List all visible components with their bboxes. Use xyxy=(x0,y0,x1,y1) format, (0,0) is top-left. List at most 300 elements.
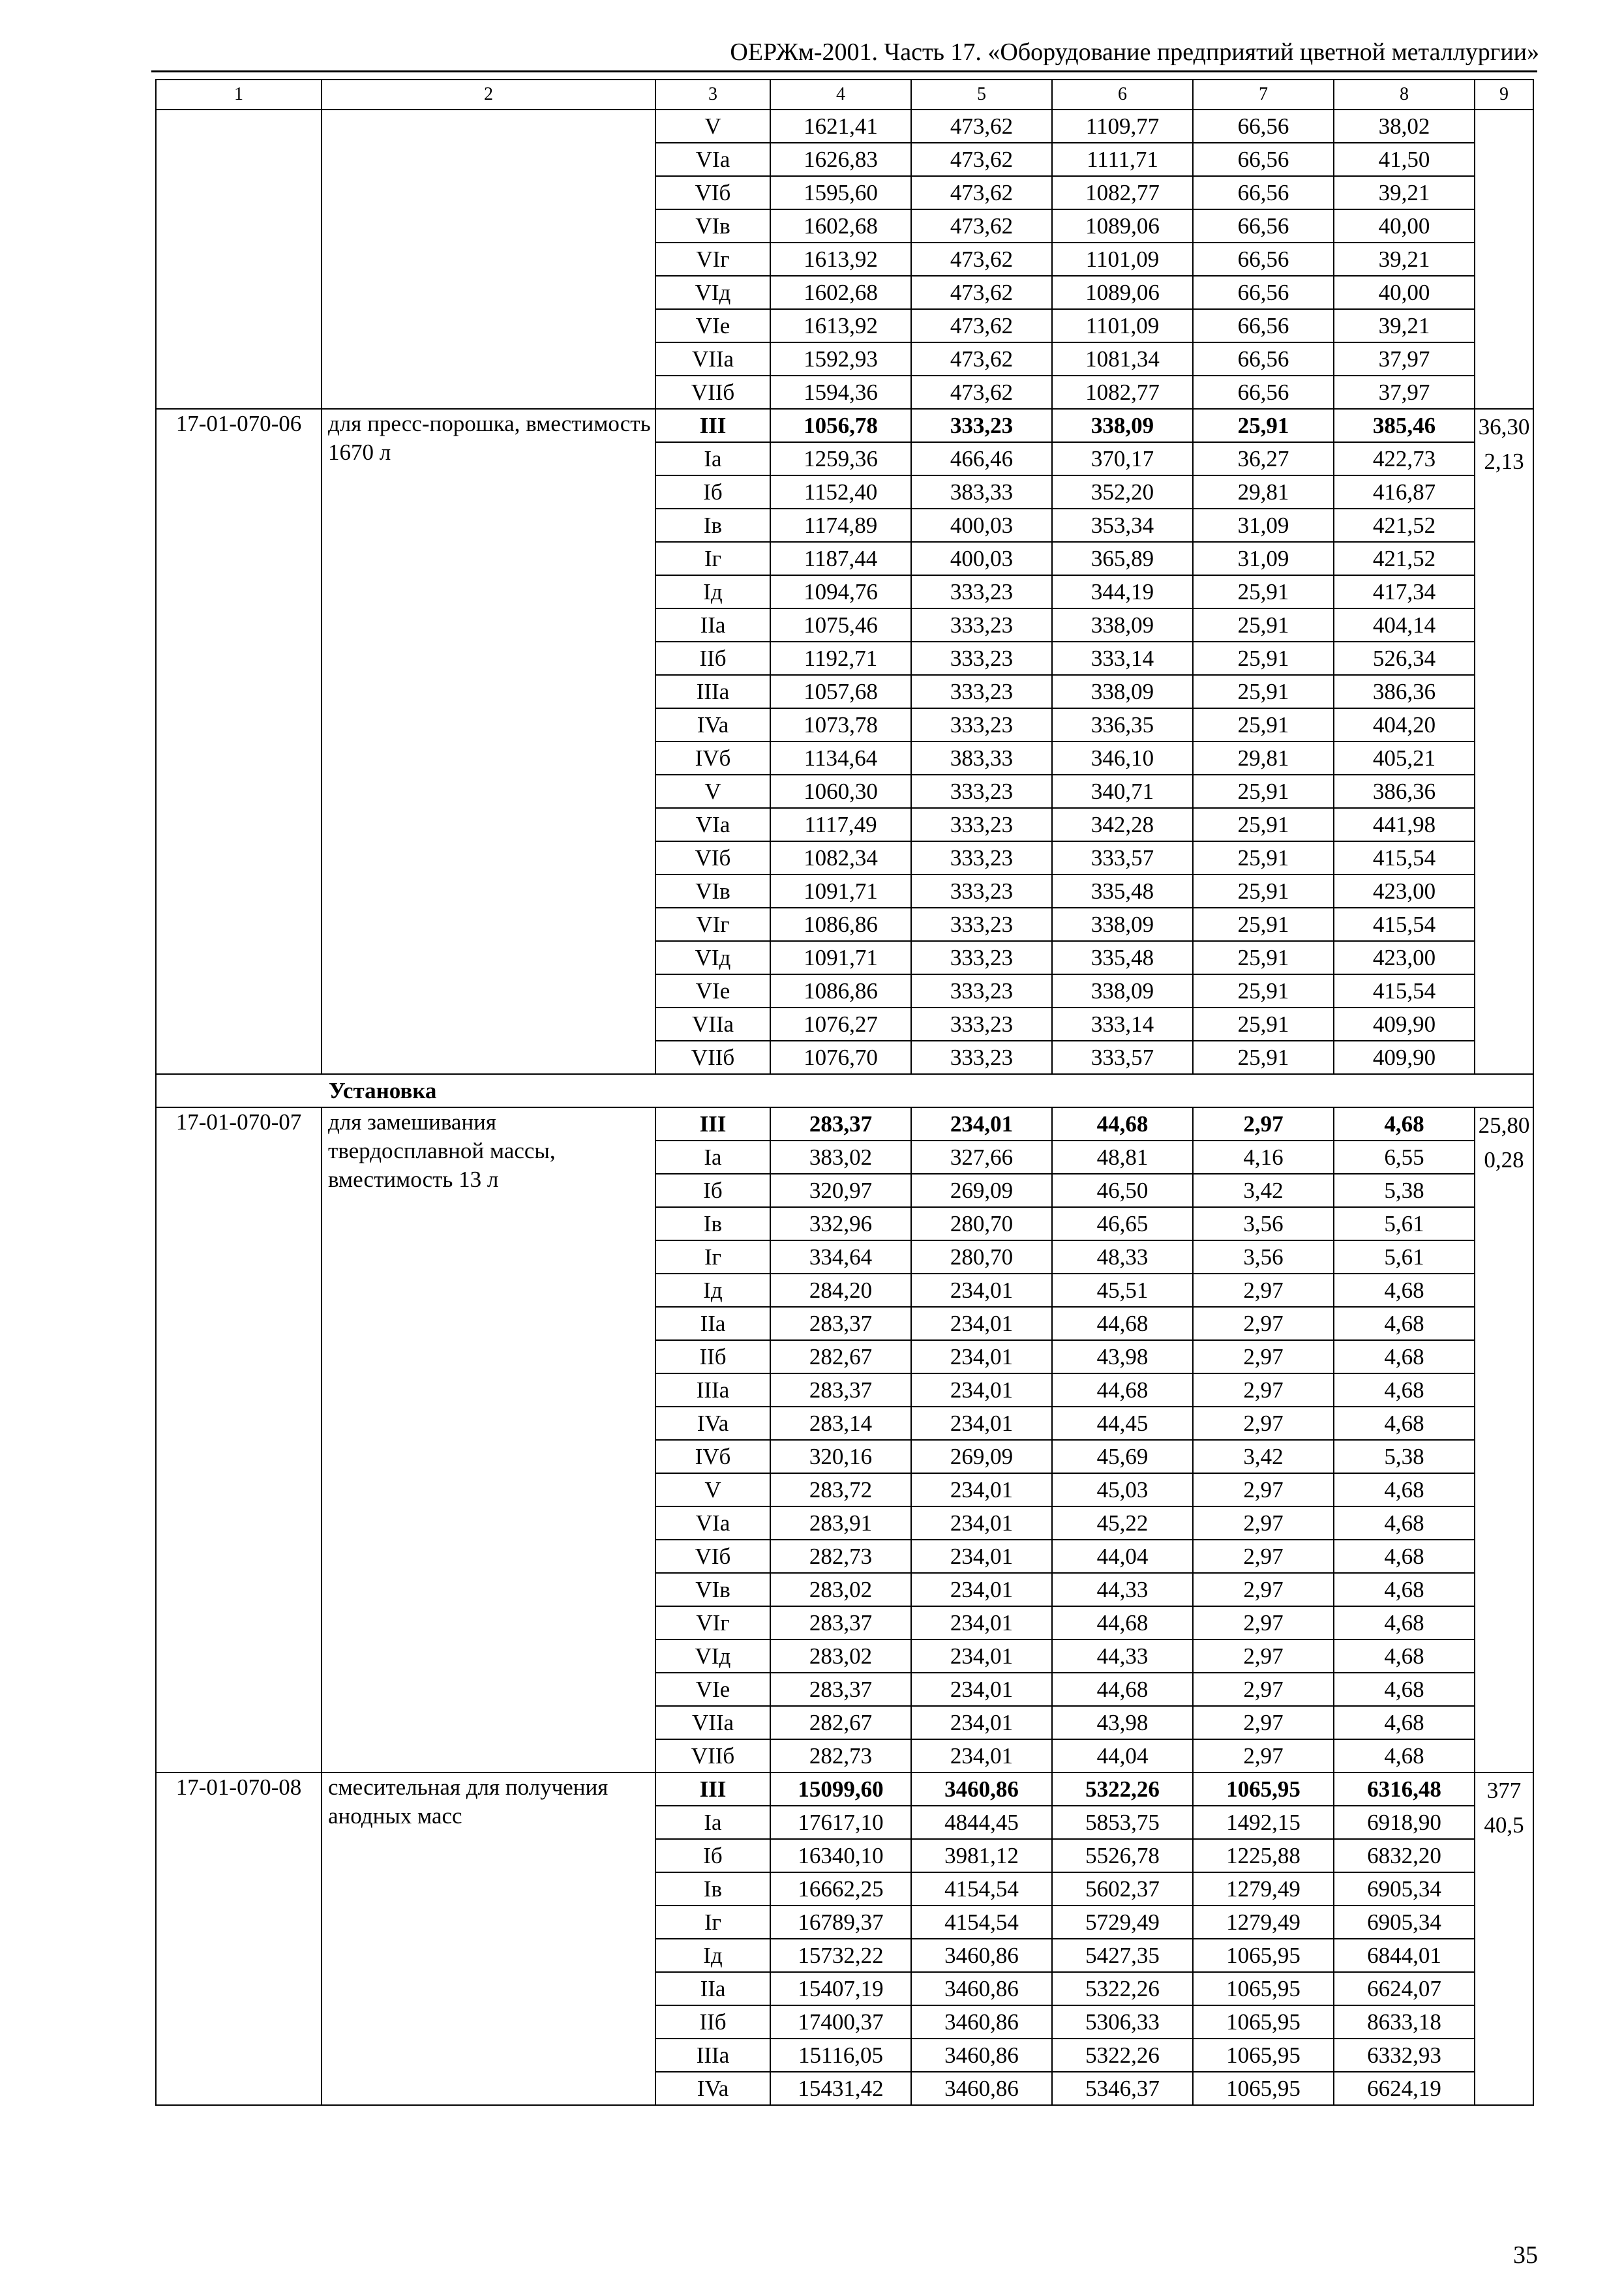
resource-class: IIIa xyxy=(655,675,770,708)
machinist-labor: 1065,95 xyxy=(1193,2005,1334,2039)
resource-class: IIб xyxy=(655,2005,770,2039)
machine-cost: 5306,33 xyxy=(1052,2005,1193,2039)
machine-cost: 1101,09 xyxy=(1052,243,1193,276)
material-cost: 37,97 xyxy=(1334,342,1475,376)
total-cost: 283,37 xyxy=(770,1373,911,1407)
material-cost: 4,68 xyxy=(1334,1573,1475,1606)
labor-cost: 383,33 xyxy=(911,475,1052,509)
rate-code: 17-01-070-07 xyxy=(156,1107,322,1773)
material-cost: 409,90 xyxy=(1334,1041,1475,1074)
machine-cost: 45,51 xyxy=(1052,1274,1193,1307)
labor-cost: 3460,86 xyxy=(911,2039,1052,2072)
material-cost: 39,21 xyxy=(1334,176,1475,209)
labor-cost: 234,01 xyxy=(911,1407,1052,1440)
resource-class: VIг xyxy=(655,908,770,941)
name-cell xyxy=(322,110,655,409)
total-cost: 15116,05 xyxy=(770,2039,911,2072)
materials-value: 2,13 xyxy=(1484,449,1524,474)
resource-class: VIIa xyxy=(655,1706,770,1739)
column-number: 8 xyxy=(1334,80,1475,110)
machine-cost: 5322,26 xyxy=(1052,2039,1193,2072)
resource-class: IIб xyxy=(655,1340,770,1373)
total-cost: 1613,92 xyxy=(770,309,911,342)
machinist-labor: 25,91 xyxy=(1193,908,1334,941)
machinist-labor: 2,97 xyxy=(1193,1506,1334,1540)
resource-class: VIIб xyxy=(655,376,770,409)
material-cost: 415,54 xyxy=(1334,908,1475,941)
machine-cost: 44,33 xyxy=(1052,1573,1193,1606)
resource-class: Iд xyxy=(655,1274,770,1307)
machinist-labor: 2,97 xyxy=(1193,1407,1334,1440)
resource-class: VIa xyxy=(655,1506,770,1540)
total-cost: 283,72 xyxy=(770,1473,911,1506)
labor-cost: 333,23 xyxy=(911,775,1052,808)
machinist-labor: 25,91 xyxy=(1193,1008,1334,1041)
total-cost: 15431,42 xyxy=(770,2072,911,2105)
material-cost: 39,21 xyxy=(1334,243,1475,276)
machinist-labor: 2,97 xyxy=(1193,1573,1334,1606)
section-title: Установка xyxy=(156,1074,1533,1107)
resource-class: VIг xyxy=(655,243,770,276)
machine-cost: 338,09 xyxy=(1052,675,1193,708)
total-cost: 282,67 xyxy=(770,1706,911,1739)
total-cost: 16340,10 xyxy=(770,1839,911,1872)
machinist-labor: 29,81 xyxy=(1193,741,1334,775)
material-cost: 385,46 xyxy=(1334,409,1475,442)
total-cost: 1152,40 xyxy=(770,475,911,509)
resource-class: VIб xyxy=(655,1540,770,1573)
machinist-labor: 25,91 xyxy=(1193,775,1334,808)
material-cost: 4,68 xyxy=(1334,1373,1475,1407)
material-cost: 386,36 xyxy=(1334,775,1475,808)
total-cost: 1086,86 xyxy=(770,974,911,1008)
machinist-labor: 66,56 xyxy=(1193,276,1334,309)
material-cost: 4,68 xyxy=(1334,1639,1475,1673)
resource-class: Iб xyxy=(655,1839,770,1872)
resource-class: Ia xyxy=(655,1141,770,1174)
total-cost: 282,67 xyxy=(770,1340,911,1373)
machinist-labor: 2,97 xyxy=(1193,1706,1334,1739)
machinist-labor: 3,56 xyxy=(1193,1240,1334,1274)
resource-class: Iг xyxy=(655,542,770,575)
material-cost: 423,00 xyxy=(1334,875,1475,908)
machinist-labor: 2,97 xyxy=(1193,1540,1334,1573)
labor-cost: 234,01 xyxy=(911,1373,1052,1407)
column-number: 9 xyxy=(1475,80,1533,110)
material-cost: 5,38 xyxy=(1334,1440,1475,1473)
column-number: 5 xyxy=(911,80,1052,110)
total-cost: 16662,25 xyxy=(770,1872,911,1906)
material-cost: 423,00 xyxy=(1334,941,1475,974)
total-cost: 16789,37 xyxy=(770,1906,911,1939)
labor-cost: 234,01 xyxy=(911,1639,1052,1673)
machinist-labor: 1065,95 xyxy=(1193,1939,1334,1972)
machinist-labor: 66,56 xyxy=(1193,110,1334,143)
labor-cost: 3460,86 xyxy=(911,1972,1052,2005)
labor-cost: 473,62 xyxy=(911,209,1052,243)
material-cost: 416,87 xyxy=(1334,475,1475,509)
resource-class: Iв xyxy=(655,509,770,542)
machine-cost: 340,71 xyxy=(1052,775,1193,808)
resource-class: V xyxy=(655,110,770,143)
labor-cost: 269,09 xyxy=(911,1440,1052,1473)
material-cost: 4,68 xyxy=(1334,1340,1475,1373)
labor-cost: 280,70 xyxy=(911,1240,1052,1274)
material-cost: 386,36 xyxy=(1334,675,1475,708)
material-cost: 4,68 xyxy=(1334,1473,1475,1506)
resource-class: IIa xyxy=(655,1972,770,2005)
resource-class: VIв xyxy=(655,1573,770,1606)
total-cost: 282,73 xyxy=(770,1540,911,1573)
machine-cost: 43,98 xyxy=(1052,1706,1193,1739)
resource-class: Ia xyxy=(655,442,770,475)
machinist-labor: 4,16 xyxy=(1193,1141,1334,1174)
material-cost: 6832,20 xyxy=(1334,1839,1475,1872)
machinist-labor: 3,42 xyxy=(1193,1174,1334,1207)
material-cost: 4,68 xyxy=(1334,1407,1475,1440)
machine-cost: 335,48 xyxy=(1052,941,1193,974)
machinist-labor: 1225,88 xyxy=(1193,1839,1334,1872)
material-cost: 404,20 xyxy=(1334,708,1475,741)
total-cost: 1082,34 xyxy=(770,841,911,875)
resource-class: Iб xyxy=(655,1174,770,1207)
machinist-labor: 2,97 xyxy=(1193,1473,1334,1506)
resource-class: IVa xyxy=(655,2072,770,2105)
labor-cost: 3460,86 xyxy=(911,2005,1052,2039)
total-cost: 283,14 xyxy=(770,1407,911,1440)
labor-cost: 400,03 xyxy=(911,542,1052,575)
total-cost: 1187,44 xyxy=(770,542,911,575)
machinist-labor: 1065,95 xyxy=(1193,1773,1334,1806)
labor-cost: 473,62 xyxy=(911,342,1052,376)
machine-cost: 5427,35 xyxy=(1052,1939,1193,1972)
machine-cost: 5729,49 xyxy=(1052,1906,1193,1939)
material-cost: 4,68 xyxy=(1334,1606,1475,1639)
column-number: 6 xyxy=(1052,80,1193,110)
material-cost: 422,73 xyxy=(1334,442,1475,475)
total-cost: 1174,89 xyxy=(770,509,911,542)
labor-cost: 234,01 xyxy=(911,1274,1052,1307)
resource-class: Iб xyxy=(655,475,770,509)
table-row xyxy=(156,1107,1533,1141)
labor-cost: 234,01 xyxy=(911,1473,1052,1506)
material-cost: 4,68 xyxy=(1334,1107,1475,1141)
total-cost: 1076,70 xyxy=(770,1041,911,1074)
total-cost: 334,64 xyxy=(770,1240,911,1274)
resource-class: IVa xyxy=(655,708,770,741)
machine-cost: 1089,06 xyxy=(1052,276,1193,309)
material-cost: 6905,34 xyxy=(1334,1872,1475,1906)
labor-cost: 383,33 xyxy=(911,741,1052,775)
machinist-labor: 66,56 xyxy=(1193,143,1334,176)
labor-cost: 234,01 xyxy=(911,1706,1052,1739)
machinist-labor: 1065,95 xyxy=(1193,2039,1334,2072)
machinist-labor: 25,91 xyxy=(1193,642,1334,675)
total-cost: 1613,92 xyxy=(770,243,911,276)
labor-cost: 3460,86 xyxy=(911,2072,1052,2105)
machinist-labor: 1279,49 xyxy=(1193,1906,1334,1939)
material-cost: 38,02 xyxy=(1334,110,1475,143)
total-cost: 1621,41 xyxy=(770,110,911,143)
material-cost: 6332,93 xyxy=(1334,2039,1475,2072)
materials-value: 25,80 xyxy=(1478,1113,1530,1138)
machine-cost: 365,89 xyxy=(1052,542,1193,575)
labor-cost: 473,62 xyxy=(911,276,1052,309)
machinist-labor: 66,56 xyxy=(1193,176,1334,209)
machine-cost: 1081,34 xyxy=(1052,342,1193,376)
header-rule xyxy=(151,70,1537,72)
total-cost: 1592,93 xyxy=(770,342,911,376)
labor-cost: 466,46 xyxy=(911,442,1052,475)
machinist-labor: 2,97 xyxy=(1193,1373,1334,1407)
labor-cost: 333,23 xyxy=(911,974,1052,1008)
machinist-labor: 1065,95 xyxy=(1193,1972,1334,2005)
machinist-labor: 2,97 xyxy=(1193,1739,1334,1773)
total-cost: 1594,36 xyxy=(770,376,911,409)
total-cost: 1595,60 xyxy=(770,176,911,209)
total-cost: 15732,22 xyxy=(770,1939,911,1972)
labor-cost: 333,23 xyxy=(911,808,1052,841)
labor-cost: 333,23 xyxy=(911,875,1052,908)
machinist-labor: 1279,49 xyxy=(1193,1872,1334,1906)
rate-code: 17-01-070-06 xyxy=(156,409,322,1074)
machine-cost: 44,33 xyxy=(1052,1639,1193,1673)
resource-class: VIв xyxy=(655,209,770,243)
labor-cost: 4154,54 xyxy=(911,1906,1052,1939)
resource-class: Iд xyxy=(655,1939,770,1972)
machine-cost: 44,68 xyxy=(1052,1373,1193,1407)
rate-name: смесительная для получения анодных масс xyxy=(322,1773,655,2105)
total-cost: 320,97 xyxy=(770,1174,911,1207)
machinist-labor: 2,97 xyxy=(1193,1673,1334,1706)
total-cost: 1259,36 xyxy=(770,442,911,475)
resource-class: IIIa xyxy=(655,1373,770,1407)
resource-class: Iв xyxy=(655,1207,770,1240)
machinist-labor: 25,91 xyxy=(1193,808,1334,841)
total-cost: 17617,10 xyxy=(770,1806,911,1839)
resource-class: Iг xyxy=(655,1240,770,1274)
labor-cost: 234,01 xyxy=(911,1573,1052,1606)
machine-cost: 45,03 xyxy=(1052,1473,1193,1506)
labor-cost: 333,23 xyxy=(911,575,1052,608)
machinist-labor: 1065,95 xyxy=(1193,2072,1334,2105)
labor-cost: 280,70 xyxy=(911,1207,1052,1240)
labor-cost: 269,09 xyxy=(911,1174,1052,1207)
total-cost: 1117,49 xyxy=(770,808,911,841)
machinist-labor: 31,09 xyxy=(1193,509,1334,542)
material-cost: 4,68 xyxy=(1334,1706,1475,1739)
machine-cost: 5526,78 xyxy=(1052,1839,1193,1872)
machinist-labor: 2,97 xyxy=(1193,1107,1334,1141)
rate-name: для замешивания твердосплавной массы, вместимость 13 л xyxy=(322,1107,655,1773)
labor-cost: 327,66 xyxy=(911,1141,1052,1174)
total-cost: 383,02 xyxy=(770,1141,911,1174)
resource-class: IVб xyxy=(655,1440,770,1473)
material-cost: 40,00 xyxy=(1334,209,1475,243)
machine-cost: 44,68 xyxy=(1052,1606,1193,1639)
machinist-labor: 31,09 xyxy=(1193,542,1334,575)
material-cost: 404,14 xyxy=(1334,608,1475,642)
total-cost: 1073,78 xyxy=(770,708,911,741)
machine-cost: 1101,09 xyxy=(1052,309,1193,342)
total-cost: 282,73 xyxy=(770,1739,911,1773)
resource-class: III xyxy=(655,1773,770,1806)
total-cost: 283,37 xyxy=(770,1307,911,1340)
labor-cost: 473,62 xyxy=(911,110,1052,143)
labor-cost: 333,23 xyxy=(911,608,1052,642)
total-cost: 283,02 xyxy=(770,1639,911,1673)
total-cost: 283,37 xyxy=(770,1673,911,1706)
material-cost: 405,21 xyxy=(1334,741,1475,775)
total-cost: 17400,37 xyxy=(770,2005,911,2039)
materials-value: 377 xyxy=(1486,1778,1522,1803)
machine-cost: 5322,26 xyxy=(1052,1773,1193,1806)
total-cost: 1091,71 xyxy=(770,941,911,974)
labor-cost: 333,23 xyxy=(911,409,1052,442)
resource-class: IVa xyxy=(655,1407,770,1440)
labor-cost: 333,23 xyxy=(911,642,1052,675)
machine-cost: 346,10 xyxy=(1052,741,1193,775)
material-cost: 417,34 xyxy=(1334,575,1475,608)
resource-class: VIд xyxy=(655,941,770,974)
machine-cost: 338,09 xyxy=(1052,409,1193,442)
machine-cost: 352,20 xyxy=(1052,475,1193,509)
machine-cost: 46,65 xyxy=(1052,1207,1193,1240)
table-row xyxy=(156,409,1533,442)
labor-cost: 234,01 xyxy=(911,1673,1052,1706)
column-number: 1 xyxy=(156,80,322,110)
material-cost: 4,68 xyxy=(1334,1274,1475,1307)
total-cost: 1602,68 xyxy=(770,209,911,243)
column-number: 7 xyxy=(1193,80,1334,110)
materials-consumption xyxy=(1475,110,1533,409)
material-cost: 8633,18 xyxy=(1334,2005,1475,2039)
resource-class: Ia xyxy=(655,1806,770,1839)
material-cost: 6316,48 xyxy=(1334,1773,1475,1806)
machine-cost: 48,81 xyxy=(1052,1141,1193,1174)
resource-class: VIб xyxy=(655,176,770,209)
material-cost: 37,97 xyxy=(1334,376,1475,409)
machine-cost: 44,04 xyxy=(1052,1540,1193,1573)
machinist-labor: 66,56 xyxy=(1193,342,1334,376)
resource-class: VIa xyxy=(655,143,770,176)
labor-cost: 234,01 xyxy=(911,1506,1052,1540)
material-cost: 6624,07 xyxy=(1334,1972,1475,2005)
total-cost: 1076,27 xyxy=(770,1008,911,1041)
total-cost: 1086,86 xyxy=(770,908,911,941)
material-cost: 40,00 xyxy=(1334,276,1475,309)
code-cell xyxy=(156,110,322,409)
resource-class: VIIa xyxy=(655,1008,770,1041)
machine-cost: 333,57 xyxy=(1052,1041,1193,1074)
machine-cost: 44,68 xyxy=(1052,1673,1193,1706)
machine-cost: 5346,37 xyxy=(1052,2072,1193,2105)
material-cost: 4,68 xyxy=(1334,1673,1475,1706)
labor-cost: 333,23 xyxy=(911,908,1052,941)
labor-cost: 234,01 xyxy=(911,1540,1052,1573)
total-cost: 1134,64 xyxy=(770,741,911,775)
labor-cost: 400,03 xyxy=(911,509,1052,542)
rates-table xyxy=(155,79,1534,2106)
machinist-labor: 25,91 xyxy=(1193,875,1334,908)
resource-class: IVб xyxy=(655,741,770,775)
resource-class: III xyxy=(655,1107,770,1141)
labor-cost: 234,01 xyxy=(911,1307,1052,1340)
machinist-labor: 2,97 xyxy=(1193,1639,1334,1673)
machinist-labor: 25,91 xyxy=(1193,708,1334,741)
machine-cost: 338,09 xyxy=(1052,908,1193,941)
machinist-labor: 66,56 xyxy=(1193,376,1334,409)
machine-cost: 1109,77 xyxy=(1052,110,1193,143)
rates-table-body xyxy=(156,80,1533,2105)
total-cost: 1060,30 xyxy=(770,775,911,808)
resource-class: IIa xyxy=(655,608,770,642)
resource-class: VIe xyxy=(655,309,770,342)
machine-cost: 45,69 xyxy=(1052,1440,1193,1473)
total-cost: 1626,83 xyxy=(770,143,911,176)
machine-cost: 44,68 xyxy=(1052,1307,1193,1340)
material-cost: 409,90 xyxy=(1334,1008,1475,1041)
materials-consumption xyxy=(1475,409,1533,1074)
material-cost: 6844,01 xyxy=(1334,1939,1475,1972)
labor-cost: 234,01 xyxy=(911,1606,1052,1639)
resource-class: IIIa xyxy=(655,2039,770,2072)
material-cost: 4,68 xyxy=(1334,1506,1475,1540)
machinist-labor: 25,91 xyxy=(1193,1041,1334,1074)
material-cost: 5,61 xyxy=(1334,1207,1475,1240)
resource-class: V xyxy=(655,1473,770,1506)
total-cost: 1056,78 xyxy=(770,409,911,442)
total-cost: 284,20 xyxy=(770,1274,911,1307)
resource-class: VIIб xyxy=(655,1739,770,1773)
labor-cost: 234,01 xyxy=(911,1739,1052,1773)
materials-consumption xyxy=(1475,1107,1533,1773)
total-cost: 1094,76 xyxy=(770,575,911,608)
total-cost: 283,02 xyxy=(770,1573,911,1606)
resource-class: V xyxy=(655,775,770,808)
column-number-row xyxy=(156,80,1533,110)
machine-cost: 335,48 xyxy=(1052,875,1193,908)
machinist-labor: 25,91 xyxy=(1193,608,1334,642)
machine-cost: 46,50 xyxy=(1052,1174,1193,1207)
materials-consumption xyxy=(1475,1773,1533,2105)
machinist-labor: 2,97 xyxy=(1193,1606,1334,1639)
material-cost: 39,21 xyxy=(1334,309,1475,342)
material-cost: 5,61 xyxy=(1334,1240,1475,1274)
machinist-labor: 2,97 xyxy=(1193,1307,1334,1340)
machinist-labor: 3,42 xyxy=(1193,1440,1334,1473)
machinist-labor: 36,27 xyxy=(1193,442,1334,475)
machine-cost: 338,09 xyxy=(1052,974,1193,1008)
resource-class: Iд xyxy=(655,575,770,608)
machinist-labor: 25,91 xyxy=(1193,575,1334,608)
machine-cost: 342,28 xyxy=(1052,808,1193,841)
total-cost: 332,96 xyxy=(770,1207,911,1240)
machinist-labor: 25,91 xyxy=(1193,409,1334,442)
machinist-labor: 66,56 xyxy=(1193,209,1334,243)
machine-cost: 1082,77 xyxy=(1052,376,1193,409)
material-cost: 421,52 xyxy=(1334,542,1475,575)
material-cost: 5,38 xyxy=(1334,1174,1475,1207)
machine-cost: 45,22 xyxy=(1052,1506,1193,1540)
machine-cost: 333,14 xyxy=(1052,1008,1193,1041)
section-row xyxy=(156,1074,1533,1107)
resource-class: III xyxy=(655,409,770,442)
machine-cost: 1082,77 xyxy=(1052,176,1193,209)
machinist-labor: 1492,15 xyxy=(1193,1806,1334,1839)
resource-class: IIa xyxy=(655,1307,770,1340)
machinist-labor: 29,81 xyxy=(1193,475,1334,509)
